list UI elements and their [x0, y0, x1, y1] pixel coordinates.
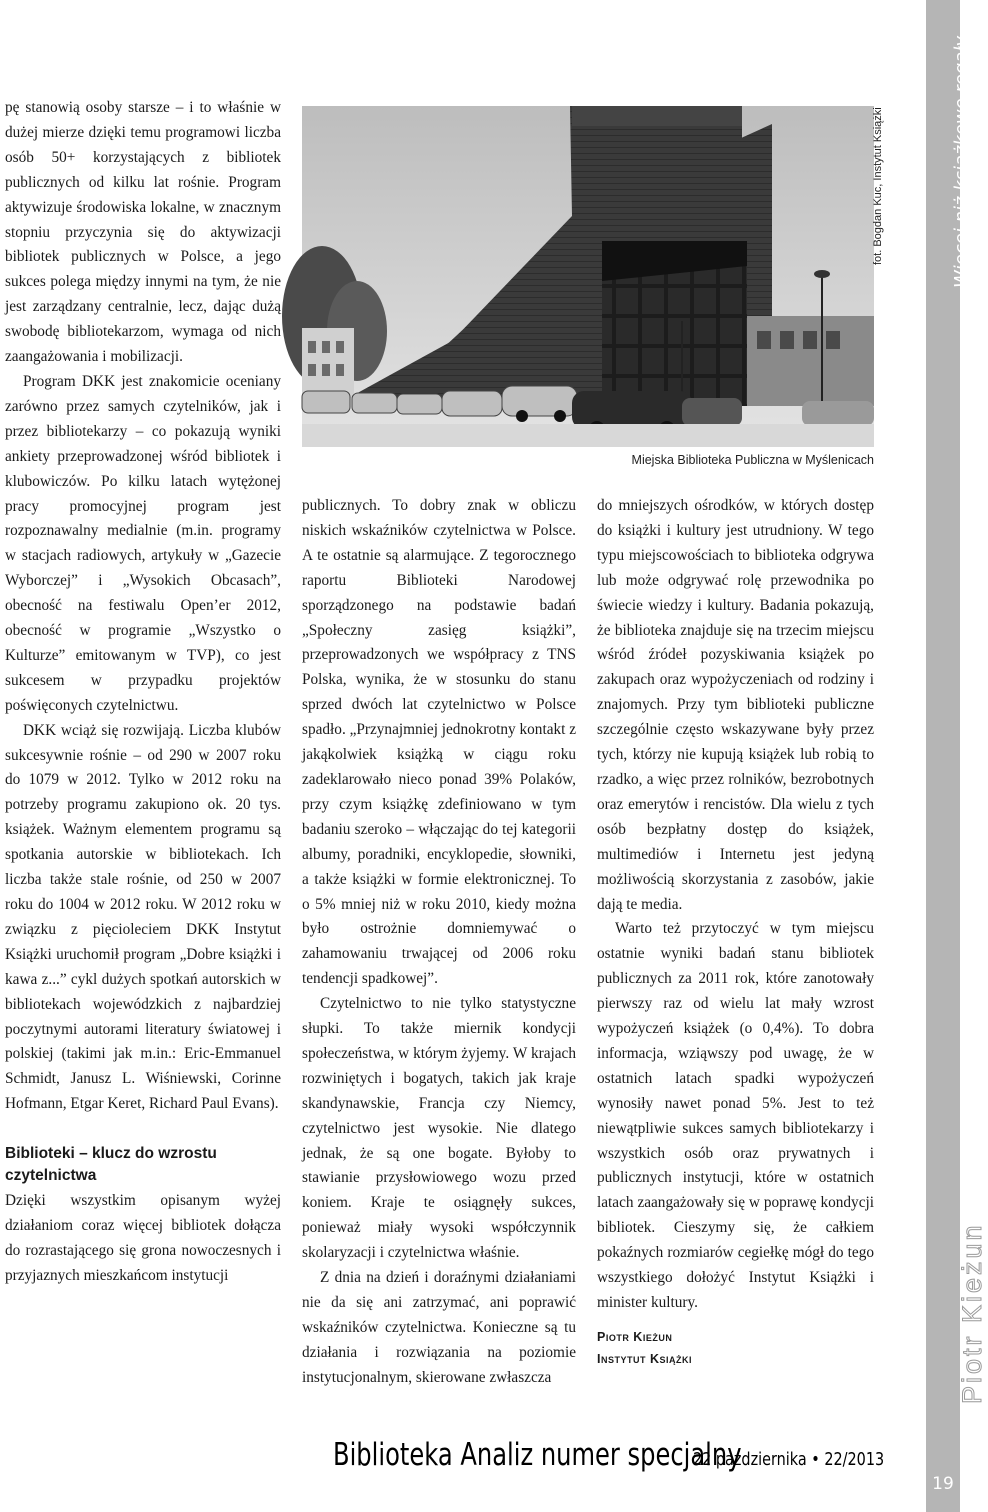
article-column-3	[597, 494, 874, 1370]
author-name-vertical: Piotr Kieżun	[957, 1222, 987, 1404]
paragraph: Z dnia na dzień i doraźnymi działaniami nie da się ani zatrzymać, ani poprawić wskaźników czytelnictwa. Konieczne są tu działania i rozwiązania na poziomie instytucjonalnym, skierowane zwłaszcza	[302, 1269, 576, 1386]
footer-issue-info: 22 października • 22/2013	[693, 1449, 885, 1470]
paragraph: Dzięki wszystkim opisanym wyżej działaniom coraz więcej bibliotek dołącza do rozrastającego się grona nowoczesnych i przyjaznych mieszkańcom instytucji	[5, 1192, 281, 1284]
page-number: 19	[932, 1474, 954, 1494]
section-heading: Biblioteki – klucz do wzrostu czytelnictwa	[5, 1145, 217, 1185]
building-image	[302, 106, 874, 447]
article-column-1	[5, 96, 281, 1289]
article-column-2	[302, 494, 576, 1391]
photo-credit: fot. Bogdan Kuc, Instytut Książki	[872, 107, 884, 265]
footer-publication-title: Biblioteka Analiz numer specjalny	[333, 1437, 742, 1473]
author-institution: Instytut Książki	[597, 1351, 692, 1366]
photo-caption: Miejska Biblioteka Publiczna w Myślenicach	[631, 453, 874, 467]
paragraph: Czytelnictwo to nie tylko statystyczne słupki. To także miernik kondycji społeczeństwa, w którym żyjemy. W krajach rozwiniętych i bogatych, takich jak kraje skandynawskie, Francja czy Niemcy, czytelnictwo jest wysokie. Nie dlatego jednak, że są one bogate. Byłoby to stawianie przysłowiowego wozu przed koniem. Kraje te osiągnęły sukces, ponieważ miały wysoki współczynnik skolaryzacji i czytelnictwa właśnie.	[302, 995, 576, 1262]
library-building-photo	[302, 106, 874, 447]
paragraph: do mniejszych ośrodków, w których dostęp do książki i kultury jest utrudniony. W tego typu miejscowościach to biblioteka odgrywa lub może odgrywać rolę przewodnika po świecie wiedzy i kultury. Badania pokazują, że biblioteka znajduje się na trzecim miejscu wśród źródeł pozyskiwania książek po zakupach oraz wypożyczeniach od rodziny i znajomych. Przy tym biblioteki publiczne szczególnie często wskazywane były przez tych, którzy nie kupują książek lub robią to rzadko, a więc przez rolników, bezrobotnych oraz emerytów i rencistów. Dla wielu z tych osób bezpłatny dostęp do książek, multimediów i Internetu jest jedyną możliwością skorzystania z zasobów, jakie dają te media.	[597, 497, 874, 913]
paragraph: pę stanowią osoby starsze – i to właśnie w dużej mierze dzięki temu programowi liczba osób 50+ korzystających z bibliotek publicznych od kilku lat rośnie. Program aktywizuje środowiska lokalne, w znacznym stopniu przyczynia się do aktywizacji bibliotek publicznych w Polsce, a jego sukces polega między innymi na tym, że nie jest zarządzany centralnie, lecz, dając dużą swobodę bibliotekarzom, wymaga od nich zaangażowania i mobilizacji.	[5, 99, 281, 366]
paragraph: Warto też przytoczyć w tym miejscu ostatnie wyniki badań stanu bibliotek publicznych za 2011 rok, które zanotowały pierwszy raz od wielu lat mały wzrost wypożyczeń książek (o 0,4%). To dobra informacja, wziąwszy pod uwagę, że w ostatnich latach spadki wypożyczeń wynosiły nawet ponad 5%. Jest to też niewątpliwie sukces samych bibliotekarzy i wszystkich osób oraz prywatnych i publicznych instytucji, które w ostatnich latach zaangażowały się w poprawę kondycji bibliotek. Cieszymy się, że całkiem pokaźnych rozmiarów cegiełkę mógł do tego wszystkiego dołożyć Instytut Książki i minister kultury.	[597, 920, 874, 1311]
section-title-vertical: Więcej niż książkowe regały	[951, 35, 972, 288]
paragraph: Program DKK jest znakomicie oceniany zarówno przez samych czytelników, jak i przez bibliotekarzy – co pokazują wyniki ankiety przeprowadzonej wśród bibliotek i klubowiczów. Po kilku latach wytężonej pracy promocyjnej program jest rozpoznawalny medialnie (m.in. programy w stacjach radiowych, artykuły w „Gazecie Wyborczej” i „Wysokich Obcasach”, obecność na festiwalu Open’er 2012, obecność w programie „Wszystko o Kulturze” emitowanym w TVP), co jest sukcesem w przypadku projektów poświęconych czytelnictwu.	[5, 372, 281, 714]
paragraph: publicznych. To dobry znak w obliczu niskich wskaźników czytelnictwa w Polsce. A te ostatnie są alarmujące. Z tegorocznego raportu Biblioteki Narodowej sporządzonego na podstawie badań „Społeczny zasięg książki”, przeprowadzonych we współpracy z TNS Polska, wynika, że w stosunku do stanu sprzed dwóch lat czytelnictwo w Polsce spadło. „Przynajmniej jednokrotny kontakt z jakąkolwiek książką w ciągu roku zadeklarowało nieco ponad 39% Polaków, przy czym książkę zdefiniowano w tym badaniu szeroko – włączając do tej kategorii albumy, poradniki, encyklopedie, słowniki, a także książki w formie elektronicznej. To o 5% mniej niż w roku 2010, kiedy można było ostrożnie domniemywać o zahamowaniu trwającej od 2006 roku tendencji spadkowej”.	[302, 497, 577, 988]
paragraph: DKK wciąż się rozwijają. Liczba klubów sukcesywnie rośnie – od 290 w 2007 roku do 1079 w 2012. Tylko w 2012 roku na potrzeby programu zakupiono ok. 20 tys. książek. Ważnym elementem programu są spotkania autorskie w bibliotekach. Ich liczba także stale rośnie, od 250 w 2007 roku do 1004 w 2012 roku. W 2012 roku w związku z pięcioleciem DKK Instytut Książki uruchomił program „Dobre książki i kawa z...” cykl dużych spotkań autorskich w bibliotekach wojewódzkich z najbardziej poczytnymi autorami literatury światowej i polskiej (takimi jak m.in.: Eric-Emmanuel Schmidt, Janusz L. Wiśniewski, Corinne Hofmann, Etgar Keret, Richard Paul Evans).	[5, 721, 281, 1113]
author-signature: Piotr Kieżun	[597, 1329, 673, 1344]
